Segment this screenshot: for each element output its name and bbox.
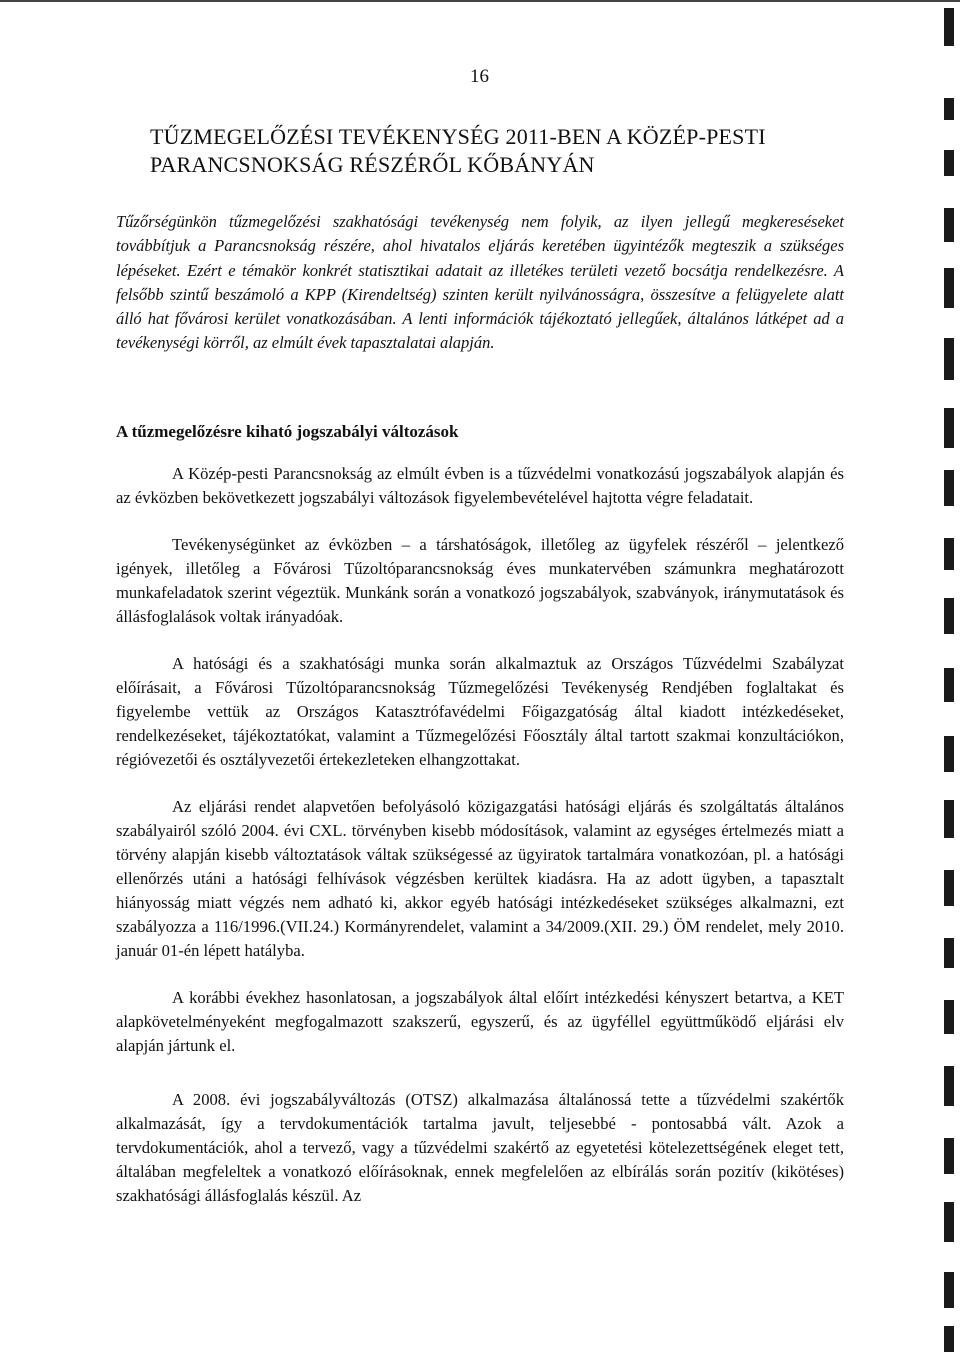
edge-mark	[944, 1272, 954, 1308]
edge-mark	[944, 338, 954, 380]
edge-mark	[944, 208, 954, 242]
edge-mark	[944, 98, 954, 120]
intro-paragraph: Tűzőrségünkön tűzmegelőzési szakhatósági tevékenység nem folyik, az ilyen jellegű megkereséseket továbbítjuk a Parancsnokság részére, ahol hivatalos eljárás keretében ügyintézők megteszik a szükséges lépéseket. Ezért e témakör konkrét statisztikai adatait az illetékes területi vezető bocsátja rendelkezésre. A felsőbb szintű beszámoló a KPP (Kirendeltség) szinten került nyilvánosságra, összesítve a felügyelete alatt álló hat fővárosi kerület vonatkozásában. A lenti információk tájékoztató jellegűek, általános látképet ad a tevékenységi körről, az elmúlt évek tapasztalatai alapján.	[116, 212, 844, 353]
page-number: 16	[470, 66, 489, 87]
body-paragraph: A 2008. évi jogszabályváltozás (OTSZ) alkalmazása általánossá tette a tűzvédelmi szakértők alkalmazását, így a tervdokumentációk tartalma javult, teljesebbé - pontosabbá vált. Azok a tervdokumentációk, ahol a tervező, vagy a tűzvédelmi szakértő az egyetetési kötelezettségének eleget tett, általában megfeleltek a vonatkozó előírásoknak, ennek megfelelően az elbírálás során pozitív (kikötéses) szakhatósági állásfoglalás készül. Az	[116, 1090, 844, 1205]
section-heading: A tűzmegelőzésre kiható jogszabályi változások	[116, 422, 459, 441]
scan-edge-marks	[936, 0, 960, 1357]
body-paragraph: A Közép-pesti Parancsnokság az elmúlt évben is a tűzvédelmi vonatkozású jogszabályok alapján és az évközben bekövetkezett jogszabályi változások figyelembevételével hajtotta végre feladatait.	[116, 464, 844, 507]
edge-mark	[944, 938, 954, 968]
body-paragraph: A korábbi évekhez hasonlatosan, a jogszabályok által előírt intézkedési kényszert betartva, a KET alapkövetelményeként megfogalmazott szakszerű, egyszerű, és az ügyféllel együttműködő eljárási elv alapján jártunk el.	[116, 988, 844, 1055]
edge-mark	[944, 8, 954, 46]
edge-mark	[944, 150, 954, 176]
body-paragraph: Tevékenységünket az évközben – a társhatóságok, illetőleg az ügyfelek részéről – jelentkező igények, illetőleg a Fővárosi Tűzoltóparancsnokság éves munkatervében számunkra meghatározott munkafeladatok szerint végeztük. Munkánk során a vonatkozó jogszabályok, szabványok, iránymutatások és állásfoglalások voltak irányadóak.	[116, 535, 844, 626]
edge-mark	[944, 736, 954, 772]
edge-mark	[944, 668, 954, 702]
edge-mark	[944, 800, 954, 838]
edge-mark	[944, 470, 954, 506]
body-text	[116, 462, 844, 1231]
edge-mark	[944, 598, 954, 634]
edge-mark	[944, 1326, 954, 1352]
edge-mark	[944, 1000, 954, 1034]
edge-mark	[944, 1202, 954, 1242]
edge-mark	[944, 870, 954, 906]
edge-mark	[944, 408, 954, 448]
edge-mark	[944, 538, 954, 570]
body-paragraph: Az eljárási rendet alapvetően befolyásoló közigazgatási hatósági eljárás és szolgáltatás általános szabályairól szóló 2004. évi CXL. törvényben kisebb módosítások, valamint az egységes értelmezés miatt a törvény alapján kisebb változtatások váltak szükségessé az ügyiratok tartalmára vonatkozóan, pl. a hatósági ellenőrzés utáni a hatósági felhívások végzésben kerültek kiadásra. Ha az adott ügyben, a tapasztalt hiányosság miatt végzés nem adható ki, akkor egyéb hatósági intézkedéseket szükséges alkalmazni, ezt szabályozza a 116/1996.(VII.24.) Kormányrendelet, valamint a 34/2009.(XII. 29.) ÖM rendelet, mely 2010. január 01-én lépett hatályba.	[116, 797, 844, 960]
edge-mark	[944, 1066, 954, 1106]
body-paragraph: A hatósági és a szakhatósági munka során alkalmaztuk az Országos Tűzvédelmi Szabályzat előírásait, a Fővárosi Tűzoltóparancsnokság Tűzmegelőzési Tevékenység Rendjében foglaltakat és figyelembe vettük az Országos Katasztrófavédelmi Főigazgatóság által kiadott intézkedéseket, rendelkezéseket, tájékoztatókat, valamint a Tűzmegelőzési Főosztály által tartott szakmai konzultációkon, régióvezetői és osztályvezetői értekezleteken elhangzottakat.	[116, 654, 844, 769]
scan-top-rule	[0, 0, 960, 2]
title-line-2: PARANCSNOKSÁG RÉSZÉRŐL KŐBÁNYÁN	[150, 152, 595, 177]
edge-mark	[944, 268, 954, 308]
title-line-1: TŰZMEGELŐZÉSI TEVÉKENYSÉG 2011-BEN A KÖZÉP-PESTI	[150, 124, 766, 149]
document-title	[150, 123, 766, 179]
edge-mark	[944, 1138, 954, 1174]
